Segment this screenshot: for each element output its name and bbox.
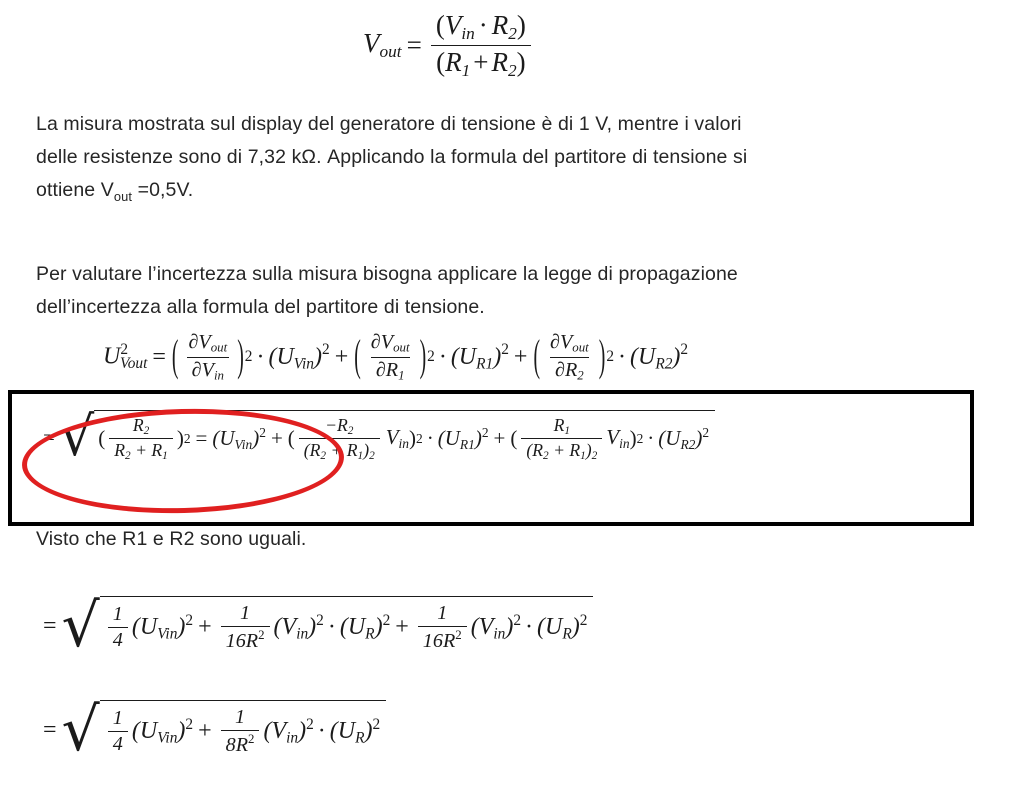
square-root <box>61 695 387 765</box>
exponent-2: 2 <box>481 424 489 440</box>
radicand <box>100 700 386 760</box>
fraction-numerator: 1 <box>437 602 448 624</box>
fraction-numerator: $-R_2$ <box>325 415 354 438</box>
paragraph-measurement <box>36 108 976 213</box>
paren-close: ) <box>629 426 637 451</box>
fraction-denominator: 4 <box>108 731 128 756</box>
u-vin-squared <box>132 612 193 644</box>
multiply-dot: · <box>327 614 336 640</box>
exponent-2: 2 <box>120 341 129 359</box>
factor-text: $(U_{R2})$ <box>658 425 703 452</box>
factor-text: $(U_{R2})$ <box>630 343 681 373</box>
radicand <box>100 596 594 656</box>
paren-open: ( <box>287 426 295 451</box>
paren-open-big: ( <box>533 331 540 381</box>
fraction-numerator: 1 <box>112 603 123 625</box>
paren-open-big: ( <box>171 331 179 381</box>
vin-squared <box>471 612 521 644</box>
fraction-denominator: 4 <box>108 627 128 652</box>
fraction-denominator: $16R^2$ <box>221 626 270 653</box>
partial-numerator: $\partial V_{out}$ <box>370 331 410 355</box>
partial-vout-vin-fraction <box>183 331 232 383</box>
partial-denominator: $\partial R_1$ <box>371 357 410 384</box>
paren-close: ) <box>176 426 184 451</box>
multiply-dot: · <box>426 426 434 451</box>
partial-vout-r2-fraction <box>545 331 594 383</box>
exponent-2: 2 <box>316 611 324 629</box>
r1-over-sum-squared-fraction <box>521 415 602 462</box>
vout-fraction <box>431 10 531 81</box>
exponent-2: 2 <box>606 348 615 366</box>
one-over-8r2-fraction <box>221 706 260 757</box>
paren-open: ( <box>436 46 446 77</box>
one-fourth-fraction <box>108 707 128 756</box>
fraction-denominator: $(R_2 + R_1)_2$ <box>521 438 602 462</box>
r2-symbol: R <box>491 10 509 40</box>
equation-vout-lhs <box>363 28 402 62</box>
paragraph-equal-resistors <box>36 523 306 556</box>
u-symbol: U <box>103 343 121 370</box>
paren-close: ) <box>516 46 526 77</box>
vout-subscript: Vout <box>120 355 148 373</box>
paragraph-line: dell’incertezza alla formula del partitore di tensione. <box>36 296 485 318</box>
exponent-2: 2 <box>680 341 689 359</box>
plus-sign: + <box>334 343 349 370</box>
vin-squared <box>263 716 313 748</box>
vout-subscript: out <box>113 188 133 204</box>
paren-close-big: ) <box>237 331 244 381</box>
exponent-2: 2 <box>306 715 314 733</box>
multiply-dot: · <box>256 343 265 370</box>
vin-symbol: $V_{in}$ <box>606 425 630 452</box>
exponent-2: 2 <box>513 611 522 629</box>
equation-uvout-squared <box>103 331 688 383</box>
partial-numerator: $\partial V_{out}$ <box>188 331 228 355</box>
u-r2-squared <box>658 425 709 453</box>
vout-symbol: V <box>363 28 380 59</box>
exponent-2: 2 <box>248 732 255 746</box>
r-symbol: R <box>442 629 456 652</box>
factor-text: $(U_{Vin})$ <box>268 343 322 373</box>
equals-sign: = <box>43 612 57 639</box>
multiply-dot: · <box>438 343 447 370</box>
exponent-2: 2 <box>185 611 194 629</box>
exponent-2: 2 <box>636 430 644 446</box>
plus-sign: + <box>198 614 212 640</box>
exponent-2: 2 <box>382 611 391 629</box>
paren-close-big: ) <box>598 331 606 381</box>
plus-sign: + <box>513 343 528 370</box>
vout-denominator <box>431 45 531 81</box>
paragraph-line <box>36 174 976 213</box>
multiply-dot: · <box>647 426 655 451</box>
u-r-squared <box>340 612 390 644</box>
r2-subscript: 2 <box>507 60 517 80</box>
vin-symbol: V <box>444 10 462 40</box>
paragraph-line: La misura mostrata sul display del generatore di tensione è di 1 V, mentre i valori <box>36 113 742 135</box>
equals-sign: = <box>43 716 57 743</box>
vout-numerator <box>431 10 531 45</box>
fraction-numerator: 1 <box>235 706 246 728</box>
partial-denominator: $\partial R_2$ <box>550 357 589 384</box>
exponent-2: 2 <box>372 715 381 733</box>
radical-sign: √ <box>59 405 95 469</box>
radical-sign: √ <box>61 695 100 765</box>
partial-numerator: $\partial V_{out}$ <box>550 331 589 355</box>
fraction-numerator: $R_1$ <box>553 415 571 438</box>
equals-sign: = <box>43 424 55 449</box>
u-r1-factor <box>451 341 509 373</box>
vout-subscript: out <box>379 42 402 62</box>
factor-text: $(U_R)$ <box>537 614 580 643</box>
factor-text: $(V_{in})$ <box>470 614 514 643</box>
vin-symbol: $V_{in}$ <box>385 425 409 452</box>
r2-symbol: R <box>491 46 508 77</box>
factor-text: $(U_{R1})$ <box>450 343 502 373</box>
paren-close: ) <box>516 10 526 40</box>
equals-sign: = <box>195 426 208 451</box>
plus-sign: + <box>270 426 283 451</box>
square-root <box>61 591 594 661</box>
exponent-2: 2 <box>258 628 265 642</box>
u-r-squared <box>537 612 587 644</box>
paren-open: ( <box>98 426 106 451</box>
fraction-denominator: $8R^2$ <box>221 730 260 757</box>
r-symbol: R <box>245 629 259 652</box>
factor-text: $(U_R)$ <box>329 718 373 747</box>
factor-text: $(U_{Vin})$ <box>131 718 186 747</box>
one-fourth-fraction <box>108 603 128 652</box>
paren-close-big: ) <box>419 331 427 381</box>
partial-denominator: $\partial V_{in}$ <box>187 357 229 384</box>
exponent-2: 2 <box>455 628 462 642</box>
u-r1-squared <box>438 425 489 453</box>
fraction-numerator: 1 <box>112 707 123 729</box>
exponent-2: 2 <box>185 715 194 733</box>
r2-subscript: 2 <box>508 23 517 43</box>
u-vin-factor <box>268 341 329 373</box>
paren-open: ( <box>435 10 445 40</box>
numerator-text: $R_2$ <box>132 415 150 438</box>
vin-squared <box>274 612 324 644</box>
factor-text: $(V_{in})$ <box>263 718 307 747</box>
exponent-2: 2 <box>183 430 191 446</box>
fraction-denominator: $(R_2 + R_1)_2$ <box>299 438 380 462</box>
radical-sign: √ <box>61 591 100 661</box>
one-over-16r2-fraction <box>221 602 270 653</box>
equation-vout <box>363 10 535 81</box>
plus-sign: + <box>198 718 212 744</box>
factor-text: $(U_{Vin})$ <box>131 614 186 643</box>
exponent-2: 2 <box>702 424 710 440</box>
fraction-numerator: 1 <box>240 602 251 624</box>
multiply-dot: · <box>317 718 326 744</box>
r1-subscript: 1 <box>461 60 471 80</box>
paren-open-big: ( <box>354 331 361 381</box>
paragraph-uncertainty <box>36 258 976 324</box>
exponent-2: 2 <box>415 430 423 446</box>
multiply-dot: · <box>478 10 488 40</box>
denominator-text: $R_2 + R_1$ <box>114 440 168 463</box>
factor-text: $(U_{R1})$ <box>437 425 482 452</box>
plus-sign: + <box>493 426 506 451</box>
equals-sign: = <box>406 29 422 60</box>
paragraph-line: delle resistenze sono di 7,32 kΩ. Applicando la formula del partitore di tensione si <box>36 146 748 168</box>
exponent-2: 2 <box>501 341 509 359</box>
partial-vout-r1-fraction <box>366 331 415 383</box>
factor-text: $(U_{Vin})$ <box>212 425 260 452</box>
fraction-denominator: $16R^2$ <box>418 626 467 653</box>
plus-sign: + <box>473 46 489 77</box>
u-vin-squared <box>132 716 193 748</box>
exponent-2: 2 <box>259 424 266 440</box>
one-over-16r2-fraction-2 <box>418 602 467 653</box>
vin-subscript: in <box>461 23 475 43</box>
paragraph-text: ottiene V <box>36 179 114 201</box>
uvout-lhs <box>103 341 147 373</box>
equation-third-step <box>38 591 593 661</box>
paragraph-line: Per valutare l’incertezza sulla misura bisogna applicare la legge di propagazione <box>36 263 738 285</box>
multiply-dot: · <box>618 343 627 370</box>
multiply-dot: · <box>525 614 534 640</box>
paren-open: ( <box>510 426 518 451</box>
paragraph-text: =0,5V. <box>132 179 194 201</box>
exponent-2: 2 <box>322 341 330 359</box>
factor-text: $(V_{in})$ <box>273 614 317 643</box>
paragraph-text: Visto che R1 e R2 sono uguali. <box>36 528 307 550</box>
paren-close: ) <box>408 426 416 451</box>
exponent-2: 2 <box>427 348 435 366</box>
equation-fourth-step <box>38 695 386 765</box>
r1-symbol: R <box>445 46 462 77</box>
u-r-squared <box>330 716 380 748</box>
plus-sign: + <box>395 614 409 640</box>
u-r2-factor <box>630 341 688 373</box>
r-symbol: R <box>235 733 249 756</box>
factor-text: $(U_R)$ <box>339 614 383 643</box>
exponent-2: 2 <box>244 348 253 366</box>
equals-sign: = <box>152 343 166 370</box>
exponent-2: 2 <box>579 611 588 629</box>
